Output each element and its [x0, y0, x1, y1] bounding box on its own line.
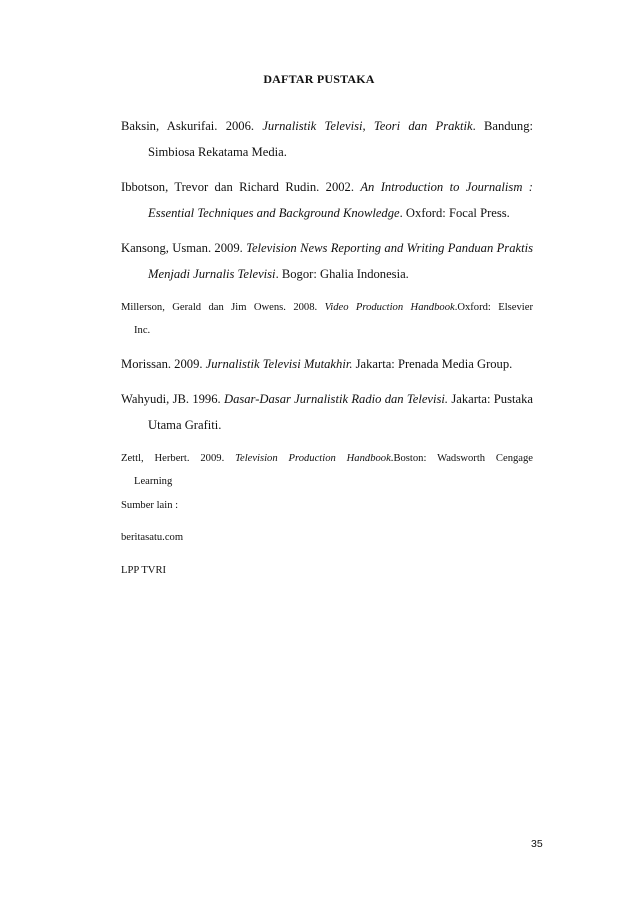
reference-book-title: Jurnalistik Televisi Mutakhir.	[205, 357, 353, 371]
reference-author-year: Millerson, Gerald dan Jim Owens. 2008.	[121, 302, 325, 313]
reference-list	[121, 113, 533, 493]
other-sources-label: Sumber lain :	[121, 500, 179, 511]
reference-line	[121, 296, 533, 319]
reference-publisher: Jakarta: Pustaka	[448, 392, 533, 406]
reference-entry-zettl	[121, 447, 533, 493]
reference-entry-ibbotson	[121, 174, 533, 226]
reference-book-title: Television News Reporting and Writing Panduan Praktis	[246, 241, 533, 255]
reference-author-year: Wahyudi, JB. 1996.	[121, 392, 224, 406]
reference-book-title: Video Production Handbook	[324, 302, 455, 313]
reference-publisher: .Oxford: Elsevier	[454, 302, 533, 313]
reference-line	[121, 447, 533, 470]
reference-entry-morissan	[121, 351, 533, 377]
reference-author-year: Baksin, Askurifai. 2006.	[121, 119, 263, 133]
reference-book-title: An Introduction to Journalism :	[360, 180, 533, 194]
reference-line	[121, 235, 533, 261]
reference-continuation: Learning	[134, 476, 173, 487]
reference-author-year: Zettl, Herbert. 2009.	[121, 453, 236, 464]
reference-book-title-cont: Essential Techniques and Background Knowledge	[148, 206, 400, 220]
reference-line	[121, 113, 533, 139]
reference-continuation: Simbiosa Rekatama Media.	[148, 145, 287, 159]
reference-continuation: Utama Grafiti.	[148, 418, 222, 432]
reference-book-title: Jurnalistik Televisi, Teori dan Praktik	[262, 119, 473, 133]
reference-book-title-cont: Menjadi Jurnalis Televisi	[148, 267, 276, 281]
reference-publisher: . Bogor: Ghalia Indonesia.	[275, 267, 409, 281]
other-source-item: beritasatu.com	[121, 532, 184, 543]
reference-publisher: .Boston: Wadsworth Cengage	[390, 453, 533, 464]
reference-line	[121, 174, 533, 200]
other-source-item: LPP TVRI	[121, 565, 167, 576]
reference-book-title: Television Production Handbook	[235, 453, 391, 464]
reference-continuation	[121, 261, 533, 287]
reference-publisher: Jakarta: Prenada Media Group.	[352, 357, 513, 371]
reference-author-year: Kansong, Usman. 2009.	[121, 241, 247, 255]
reference-publisher: . Oxford: Focal Press.	[399, 206, 510, 220]
reference-continuation	[121, 200, 533, 226]
reference-entry-wahyudi	[121, 386, 533, 438]
reference-book-title: Dasar-Dasar Jurnalistik Radio dan Televisi.	[223, 392, 449, 406]
reference-author-year: Morissan. 2009.	[121, 357, 206, 371]
reference-entry-kansong	[121, 235, 533, 287]
reference-author-year: Ibbotson, Trevor dan Richard Rudin. 2002.	[121, 180, 361, 194]
reference-line	[121, 386, 533, 412]
reference-publisher: . Bandung:	[472, 119, 533, 133]
reference-entry-millerson	[121, 296, 533, 342]
reference-continuation: Inc.	[134, 325, 151, 336]
page-title: DAFTAR PUSTAKA	[263, 72, 375, 86]
reference-entry-baksin	[121, 113, 533, 165]
page-number: 35	[531, 838, 543, 850]
